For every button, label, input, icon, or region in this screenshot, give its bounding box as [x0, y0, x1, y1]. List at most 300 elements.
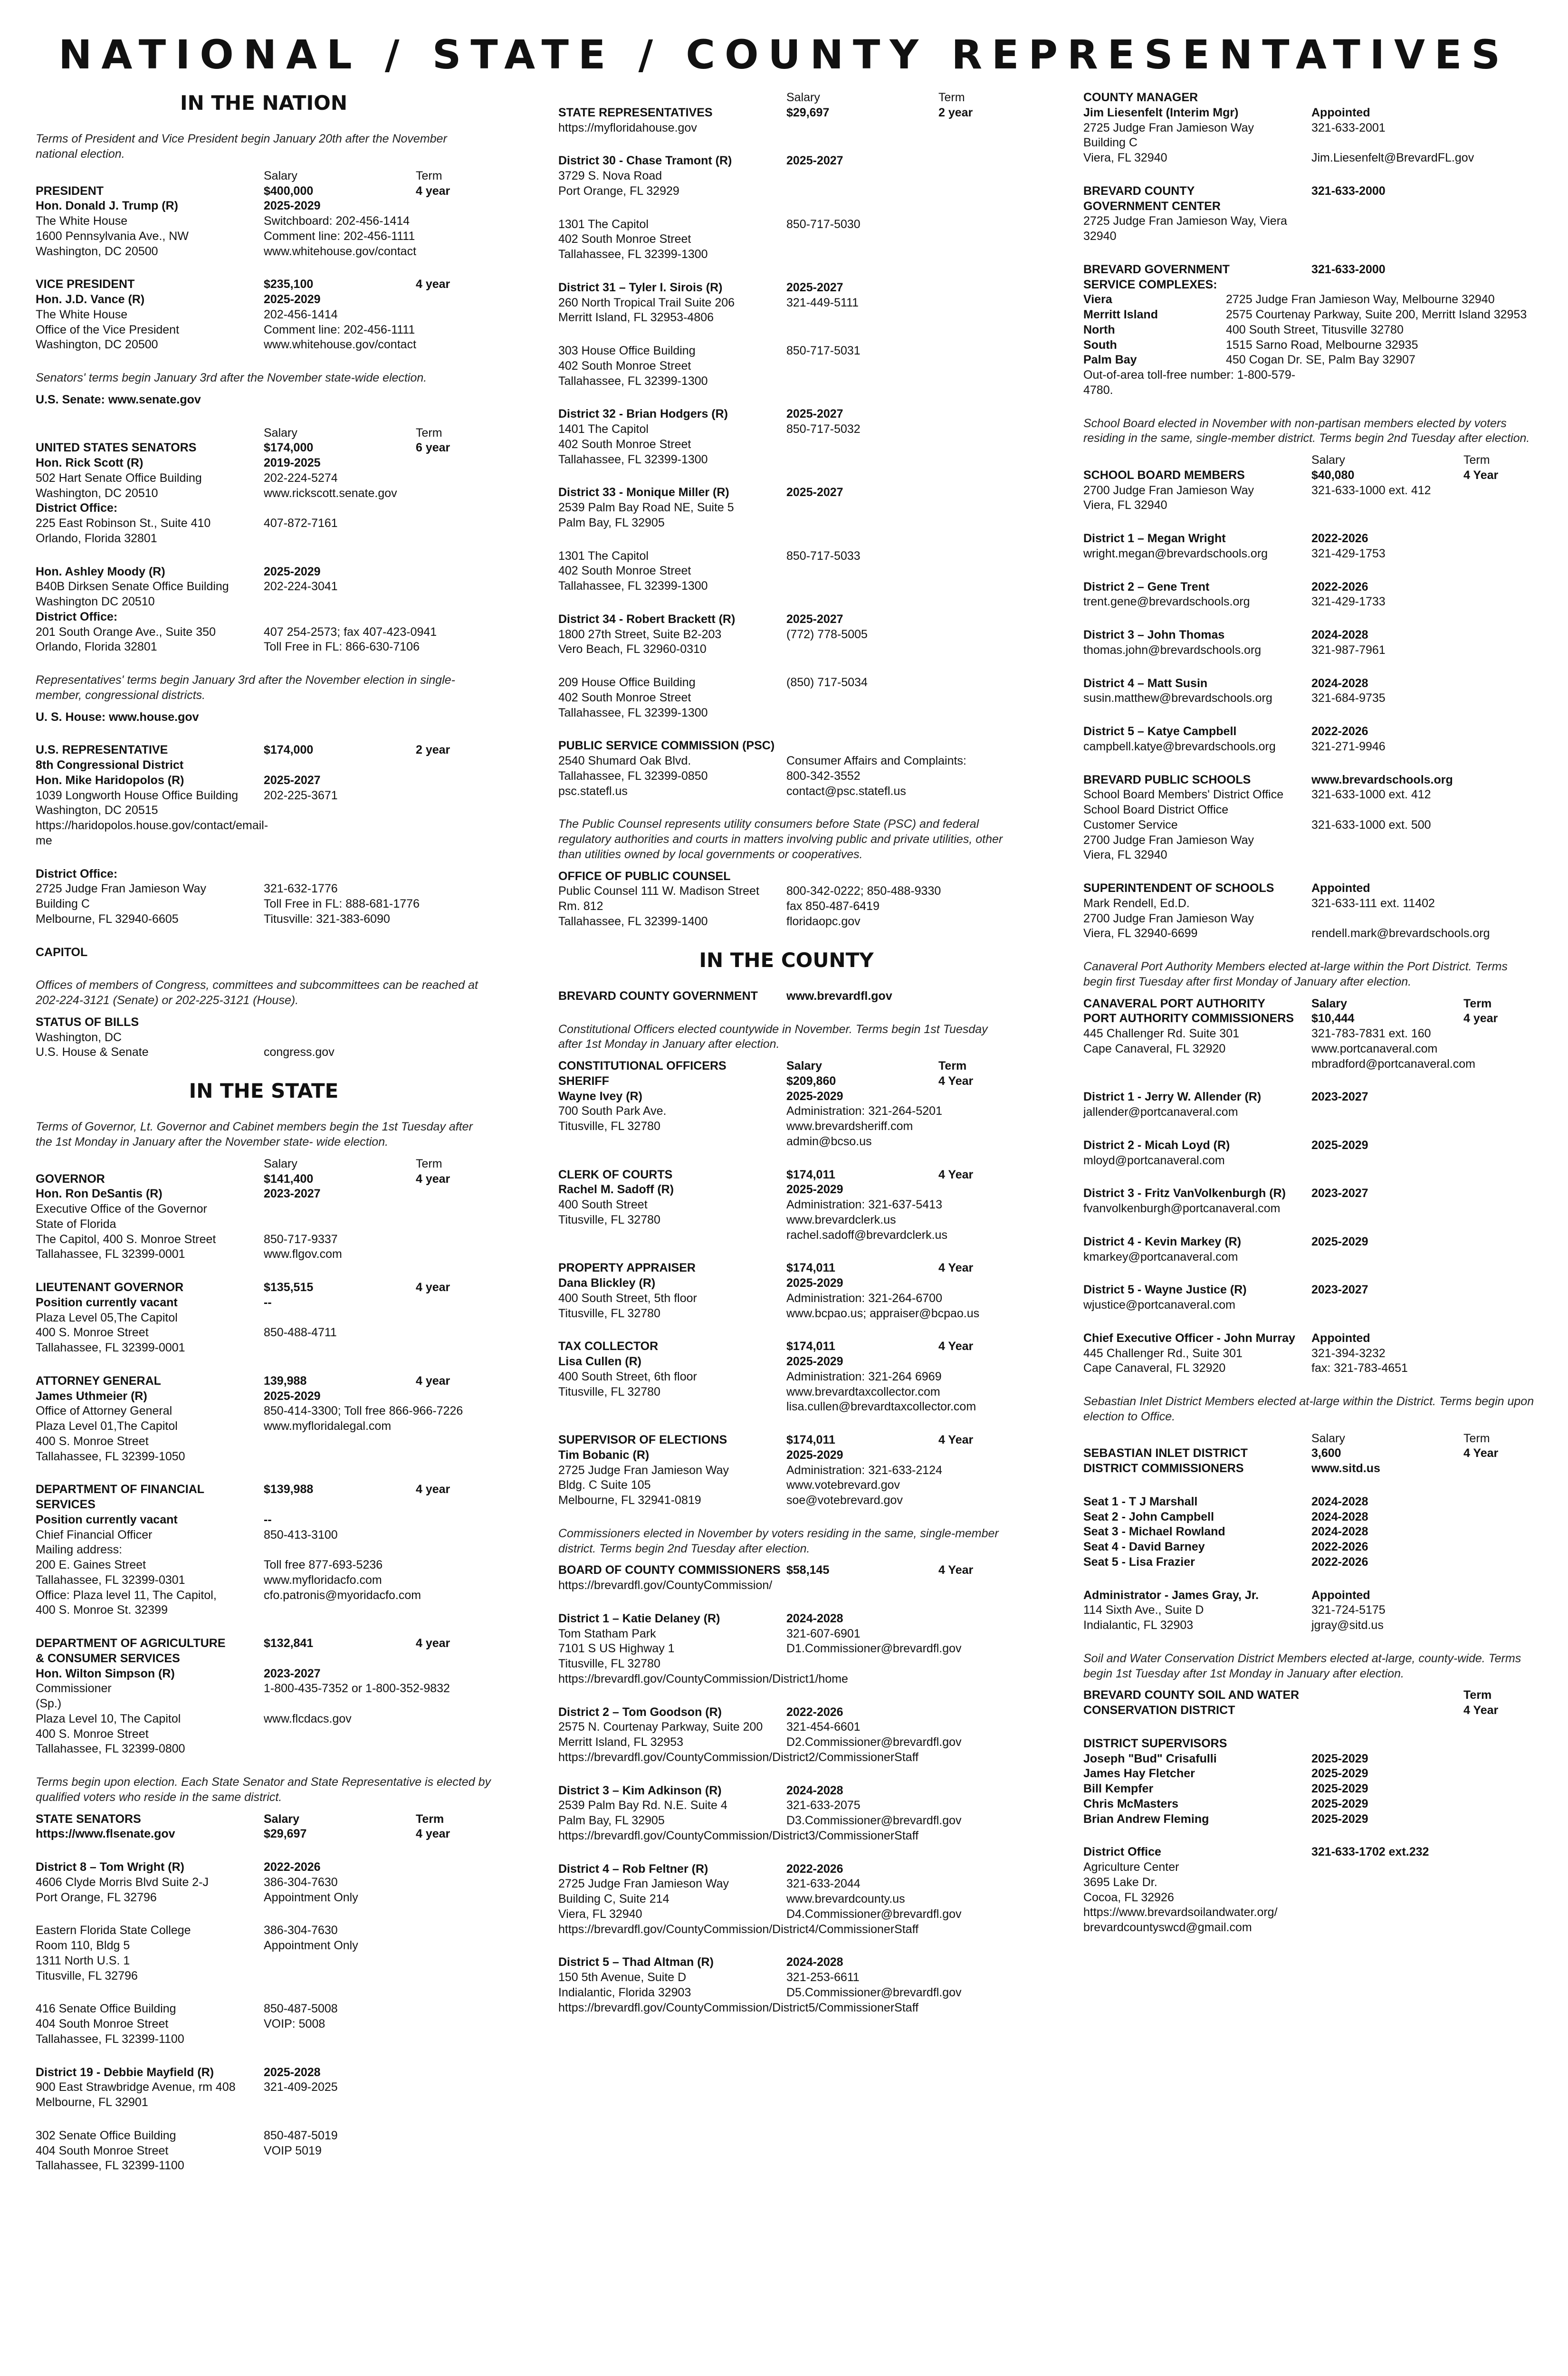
entry-row [36, 1374, 492, 1389]
entry-row [558, 738, 1014, 754]
entry-value: www.brevardclerk.us [786, 1213, 896, 1226]
entry-block [1083, 531, 1539, 562]
entry-value: congress.gov [264, 1045, 335, 1059]
entry-row [558, 1672, 1014, 1687]
entry-row [558, 1463, 1014, 1478]
entry-value: 1-800-435-7352 or 1-800-352-9832 [264, 1682, 450, 1696]
entry-value [786, 690, 1014, 706]
entry-label: District 1 – Megan Wright [1083, 532, 1226, 545]
entry-label: Tallahassee, FL 32399-1100 [36, 2159, 184, 2173]
entry-label: U.S. REPRESENTATIVE [36, 743, 168, 757]
entry-row [36, 579, 492, 594]
entry-row [558, 1168, 1014, 1183]
entry-label: Port Orange, FL 32796 [36, 1890, 157, 1904]
section-note: The Public Counsel represents utility consumers before State (PSC) and federal regulatory authorities and courts in matters involving public and private utilities, other than utilities owned by local governments or cooperatives. [558, 817, 1003, 861]
entry-value [786, 1829, 1014, 1844]
entry-value: 1515 Sarno Road, Melbourne 32935 [1226, 338, 1418, 352]
entry-row [1083, 1555, 1539, 1570]
entry-value: www.brevardtaxcollector.com [786, 1385, 940, 1399]
entry-label: District 4 – Rob Feltner (R) [558, 1862, 708, 1876]
entry-row [1083, 353, 1539, 368]
entry-value: www.flcdacs.gov [264, 1712, 352, 1725]
entry-row [558, 217, 1014, 232]
entry-row [36, 337, 492, 353]
entry-row [36, 2032, 492, 2047]
entry-label: Tallahassee, FL 32399-0001 [36, 1247, 185, 1261]
entry-label: https://myfloridahouse.gov [558, 121, 697, 134]
entry-value: 2022-2026 [1311, 532, 1368, 545]
entry-value: 2725 Judge Fran Jamieson Way, Melbourne 32940 [1226, 293, 1495, 307]
entry-row [558, 374, 1014, 389]
entry-block [558, 612, 1014, 657]
entry-label: Tallahassee, FL 32399-0301 [36, 1573, 185, 1587]
entry-row [1083, 1298, 1539, 1313]
entry-row [1083, 1703, 1539, 1718]
entry-label: Melbourne, FL 32940-6605 [36, 912, 179, 926]
entry-value: 850-487-5008 [264, 2002, 338, 2016]
entry-row [1083, 1524, 1539, 1540]
entry-row [558, 1611, 1014, 1627]
entry-label: B40B Dirksen Senate Office Building [36, 580, 229, 594]
entry-label: 400 South Street, 5th floor [558, 1291, 697, 1305]
entry-term: 4 year [416, 1827, 450, 1841]
entry-row [558, 1641, 1014, 1657]
entry-row [1083, 90, 1539, 105]
entry-value: 321-454-6601 [786, 1720, 860, 1734]
entry-term: 4 year [416, 278, 450, 291]
entry-value: floridaopc.gov [786, 914, 860, 928]
entry-label: BREVARD PUBLIC SCHOOLS [1083, 773, 1251, 786]
entry-row [1083, 1461, 1539, 1476]
entry-row [558, 1955, 1014, 1970]
entry-value [1311, 1875, 1539, 1890]
entry-block [36, 277, 492, 353]
entry-value: 850-717-5033 [786, 549, 860, 563]
entry-term: 4 year [416, 1637, 450, 1650]
entry-block [1083, 1235, 1539, 1265]
entry-label: Tallahassee, FL 32399-1300 [558, 452, 708, 466]
entry-label: campbell.katye@brevardschools.org [1083, 739, 1276, 753]
entry-label: SERVICE COMPLEXES: [1083, 278, 1217, 291]
section-note: Terms of Governor, Lt. Governor and Cabinet members begin the 1st Tuesday after the 1st Monday in January after the November state- wide election. [36, 1120, 473, 1149]
entry-row [1083, 818, 1539, 833]
entry-label: Hon. J.D. Vance (R) [36, 293, 145, 307]
entry-row [1083, 292, 1539, 307]
entry-value: 2025-2027 [264, 773, 321, 787]
entry-value [264, 818, 492, 849]
entry-row [1083, 135, 1539, 151]
entry-label: Jim Liesenfelt (Interim Mgr) [1083, 105, 1239, 119]
entry-row [36, 1419, 492, 1434]
entry-block [1083, 881, 1539, 941]
entry-value: 2024-2028 [1311, 1525, 1368, 1539]
entry-value: 321-987-7961 [1311, 643, 1386, 657]
entry-value [264, 1217, 492, 1232]
entry-block [36, 1157, 492, 1262]
entry-block [558, 217, 1014, 262]
entry-label: https://brevardfl.gov/CountyCommission/ [558, 1579, 773, 1592]
entry-label: Hon. Ashley Moody (R) [36, 565, 165, 578]
entry-row [36, 912, 492, 927]
entry-value: 2023-2027 [264, 1667, 321, 1680]
entry-label: Dana Blickley (R) [558, 1276, 656, 1290]
entry-label: James Hay Fletcher [1083, 1767, 1195, 1781]
entry-row [1083, 1431, 1539, 1447]
entry-label: Plaza Level 01,The Capitol [36, 1419, 178, 1433]
entry-value [786, 1672, 1014, 1687]
entry-block [558, 1783, 1014, 1844]
entry-value: Toll Free in FL: 866-630-7106 [264, 640, 420, 654]
entry-block [558, 90, 1014, 135]
entry-row [558, 784, 1014, 799]
entry-row [36, 184, 492, 199]
entry-value: VOIP 5019 [264, 2144, 322, 2157]
entry-value [264, 710, 492, 725]
entry-value: www.flgov.com [264, 1247, 342, 1261]
entry-value [264, 1696, 492, 1712]
entry-label: PUBLIC SERVICE COMMISSION (PSC) [558, 739, 775, 753]
entry-label: Indialantic, Florida 32903 [558, 1985, 691, 1999]
entry-row [36, 1938, 492, 1954]
entry-label: District 30 - Chase Tramont (R) [558, 154, 732, 168]
entry-label: STATE REPRESENTATIVES [558, 105, 713, 119]
entry-label: District Office: [36, 501, 118, 515]
entry-row [558, 359, 1014, 374]
entry-value: 450 Cogan Dr. SE, Palm Bay 32907 [1226, 353, 1415, 367]
entry-value: Salary [1311, 1431, 1345, 1445]
entry-label: The Capitol, 400 S. Monroe Street [36, 1232, 216, 1246]
entry-value: $135,515 [264, 1281, 314, 1294]
entry-value [786, 310, 1014, 326]
entry-term: 4 Year [1463, 1447, 1499, 1460]
entry-row [1083, 1026, 1539, 1042]
entry-row [36, 2095, 492, 2110]
entry-label: School Board Members' District Office [1083, 788, 1284, 802]
entry-row [558, 232, 1014, 247]
entry-value [1311, 1153, 1539, 1169]
entry-row [1083, 1766, 1539, 1782]
entry-value: www.myfloridalegal.com [264, 1419, 392, 1433]
entry-label: Viera, FL 32940 [1083, 498, 1167, 512]
entry-row [558, 1448, 1014, 1463]
entry-row [36, 441, 492, 456]
entry-label [36, 169, 264, 184]
entry-row [36, 244, 492, 259]
entry-row [36, 1727, 492, 1742]
entry-label: 400 S. Monroe Street [36, 1434, 149, 1448]
entry-value [264, 945, 492, 960]
entry-block [1083, 580, 1539, 610]
entry-value [1311, 1860, 1539, 1875]
entry-label: Merritt Island, FL 32953-4806 [558, 311, 714, 325]
entry-label: Hon. Ron DeSantis (R) [36, 1187, 163, 1201]
entry-row [1083, 531, 1539, 546]
entry-label: 400 South Street [558, 1198, 648, 1212]
entry-value [786, 437, 1014, 452]
entry-row [36, 1860, 492, 1875]
entry-value: 321-724-5175 [1311, 1603, 1386, 1617]
entry-row [1083, 368, 1539, 398]
entry-row [36, 277, 492, 292]
entry-row [1083, 1153, 1539, 1169]
entry-row [558, 1493, 1014, 1508]
entry-row [36, 214, 492, 229]
entry-row [36, 897, 492, 912]
entry-block [36, 1860, 492, 1905]
entry-row [558, 344, 1014, 359]
entry-value: 2025-2029 [786, 1448, 843, 1462]
entry-row [1083, 926, 1539, 941]
entry-row [558, 153, 1014, 169]
entry-label: wjustice@portcanaveral.com [1083, 1298, 1235, 1312]
entry-row [36, 393, 492, 408]
entry-value [786, 374, 1014, 389]
entry-label: kmarkey@portcanaveral.com [1083, 1250, 1238, 1264]
entry-block [36, 1636, 492, 1757]
entry-label: TAX COLLECTOR [558, 1340, 659, 1353]
entry-term: Term [416, 426, 442, 440]
entry-block [1083, 1688, 1539, 1718]
entry-label: VICE PRESIDENT [36, 278, 135, 291]
entry-label: North [1083, 323, 1115, 336]
entry-row [36, 2080, 492, 2095]
entry-label: trent.gene@brevardschools.org [1083, 595, 1250, 609]
entry-label: The White House [36, 214, 128, 228]
entry-label: PROPERTY APPRAISER [558, 1261, 696, 1275]
entry-value: 321-633-111 ext. 11402 [1311, 896, 1435, 910]
entry-row [1083, 262, 1539, 278]
entry-row [36, 1045, 492, 1060]
entry-block [36, 565, 492, 655]
entry-row [558, 1578, 1014, 1593]
entry-label: James Uthmeier (R) [36, 1389, 147, 1403]
entry-block [36, 2128, 492, 2174]
entry-value: $10,444 [1311, 1012, 1355, 1025]
entry-label: Customer Service [1083, 818, 1178, 832]
entry-value: 321-633-2000 [1311, 262, 1386, 276]
entry-label: https://haridopolos.house.gov/contact/email-me [36, 819, 268, 847]
entry-value: 2575 Courtenay Parkway, Suite 200, Merritt Island 32953 [1226, 308, 1527, 321]
entry-label: Viera [1083, 293, 1112, 307]
entry-value [264, 758, 492, 773]
entry-value: 2024-2028 [1311, 1510, 1368, 1523]
entry-row [1083, 803, 1539, 818]
entry-row [1083, 1201, 1539, 1217]
entry-block [1083, 453, 1539, 513]
entry-value: Appointed [1311, 105, 1370, 119]
entry-row [36, 2065, 492, 2080]
entry-label: Commissioner [36, 1682, 112, 1696]
entry-value: 321-409-2025 [264, 2080, 338, 2094]
entry-value: 850-413-3100 [264, 1528, 338, 1542]
entry-label: Mark Rendell, Ed.D. [1083, 896, 1190, 910]
entry-value: Administration: 321-264-5201 [786, 1104, 942, 1118]
entry-label: BOARD OF COUNTY COMMISSIONERS [558, 1563, 781, 1577]
entry-value: 407 254-2573; fax 407-423-0941 [264, 625, 437, 639]
entry-value: 2019-2025 [264, 456, 321, 470]
entry-value: 202-224-3041 [264, 580, 338, 594]
entry-term: Term [416, 169, 442, 182]
entry-value [1311, 214, 1539, 244]
entry-row [1083, 483, 1539, 498]
entry-label: SUPERVISOR OF ELECTIONS [558, 1433, 727, 1447]
entry-value: Appointed [1311, 1588, 1370, 1602]
entry-row [36, 323, 492, 338]
entry-value: (772) 778-5005 [786, 627, 868, 641]
entry-value: 850-717-5031 [786, 344, 860, 357]
entry-row [1083, 1736, 1539, 1752]
entry-label: https://brevardfl.gov/CountyCommission/District2/CommissionerStaff [558, 1750, 919, 1764]
entry-row [1083, 1752, 1539, 1767]
entry-row [36, 1696, 492, 1712]
entry-row [558, 1059, 1014, 1074]
entry-value: www.whitehouse.gov/contact [264, 338, 417, 352]
entry-term: Term [1463, 996, 1492, 1010]
entry-label: Hon. Mike Haridopolos (R) [36, 773, 184, 787]
entry-label: Position currently vacant [36, 1513, 178, 1526]
entry-label: DEPARTMENT OF FINANCIAL [36, 1483, 205, 1496]
entry-value [1311, 1105, 1539, 1120]
entry-value [1311, 848, 1539, 863]
entry-row [1083, 1845, 1539, 1860]
entry-value: Toll free 877-693-5236 [264, 1558, 383, 1572]
entry-value: Salary [264, 426, 297, 440]
entry-value [786, 121, 1014, 136]
entry-row [36, 1311, 492, 1326]
entry-label: 225 East Robinson St., Suite 410 [36, 517, 211, 530]
entry-value: Salary [264, 1812, 300, 1826]
entry-label: Chief Executive Officer - John Murray [1083, 1331, 1295, 1345]
entry-value: 2025-2029 [786, 1089, 843, 1103]
entry-value: www.sitd.us [1311, 1462, 1380, 1475]
entry-row [1083, 278, 1539, 293]
entry-term: Term [416, 1157, 442, 1170]
entry-row [558, 1074, 1014, 1089]
entry-term: 4 Year [938, 1168, 974, 1181]
entry-label [558, 90, 786, 105]
entry-row [36, 867, 492, 882]
entry-value [1311, 833, 1539, 848]
entry-value [264, 1727, 492, 1742]
entry-label: Washington, DC 20500 [36, 338, 158, 352]
entry-row [36, 456, 492, 471]
entry-row [558, 869, 1014, 884]
entry-value: Toll Free in FL: 888-681-1776 [264, 897, 420, 911]
entry-row [1083, 1331, 1539, 1346]
entry-label: SUPERINTENDENT OF SCHOOLS [1083, 881, 1274, 895]
entry-label: 1301 The Capitol [558, 549, 649, 563]
entry-value: 2025-2027 [786, 486, 843, 499]
entry-label: District 1 - Jerry W. Allender (R) [1083, 1090, 1262, 1104]
entry-value: www.whitehouse.gov/contact [264, 244, 417, 258]
entry-label: Orlando, Florida 32801 [36, 640, 157, 654]
entry-label: Joseph "Bud" Crisafulli [1083, 1752, 1217, 1765]
entry-row [558, 1705, 1014, 1720]
entry-label: 2725 Judge Fran Jamieson Way [36, 882, 206, 896]
entry-value: rachel.sadoff@brevardclerk.us [786, 1228, 947, 1242]
entry-label: Rachel M. Sadoff (R) [558, 1183, 674, 1197]
entry-row [36, 426, 492, 441]
entry-value: 2025-2029 [1311, 1812, 1368, 1826]
entry-row [558, 1119, 1014, 1134]
entry-term: 4 year [1463, 1012, 1498, 1025]
entry-value: 3,600 [1311, 1447, 1341, 1460]
entry-label [558, 1399, 786, 1415]
entry-row [1083, 1346, 1539, 1361]
entry-block [558, 989, 1014, 1004]
entry-block [1083, 724, 1539, 755]
entry-label: fvanvolkenburgh@portcanaveral.com [1083, 1202, 1281, 1215]
entry-row [1083, 1603, 1539, 1618]
entry-value [786, 184, 1014, 199]
entry-value: -- [264, 1295, 272, 1309]
entry-row [1083, 1510, 1539, 1525]
entry-label: Chris McMasters [1083, 1797, 1179, 1811]
entry-value [786, 2001, 1014, 2016]
entry-block [36, 867, 492, 927]
entry-value: Comment line: 202-456-1111 [264, 323, 415, 336]
entry-value: $400,000 [264, 184, 314, 198]
entry-label: DISTRICT COMMISSIONERS [1083, 1462, 1244, 1475]
entry-value: 2025-2029 [1311, 1752, 1368, 1765]
entry-block [558, 1955, 1014, 2015]
entry-label: CONSTITUTIONAL OFFICERS [558, 1059, 727, 1073]
entry-label: 416 Senate Office Building [36, 2002, 176, 2016]
entry-value: 2025-2029 [264, 1389, 321, 1403]
entry-label: 209 House Office Building [558, 676, 696, 689]
entry-label: 400 S. Monroe Street [36, 1326, 149, 1340]
entry-value: 2025-2029 [264, 293, 321, 307]
entry-row [1083, 338, 1539, 353]
entry-value: 321-633-2075 [786, 1799, 860, 1812]
entry-label: Cocoa, FL 32926 [1083, 1890, 1174, 1904]
entry-value: D5.Commissioner@brevardfl.gov [786, 1985, 962, 1999]
entry-row [36, 743, 492, 758]
entry-row [558, 1813, 1014, 1829]
entry-block [558, 1433, 1014, 1508]
entry-value [786, 1578, 1014, 1593]
entry-value [786, 1750, 1014, 1765]
entry-label: 2725 Judge Fran Jamieson Way, Viera 32940 [1083, 214, 1287, 243]
entry-label: South [1083, 338, 1117, 352]
entry-value [1311, 90, 1539, 105]
entry-row [558, 1213, 1014, 1228]
entry-label: SHERIFF [558, 1074, 609, 1088]
entry-value: www.brevardfl.gov [786, 989, 892, 1003]
entry-value: cfo.patronis@myoridacfo.com [264, 1588, 421, 1602]
entry-row [36, 818, 492, 849]
entry-label: 445 Challenger Rd., Suite 301 [1083, 1346, 1243, 1360]
entry-value [1311, 199, 1539, 214]
entry-label: Melbourne, FL 32941-0819 [558, 1494, 701, 1507]
entry-row [1083, 643, 1539, 658]
entry-term: 4 Year [938, 1433, 974, 1447]
entry-value: Titusville: 321-383-6090 [264, 912, 390, 926]
entry-row [558, 516, 1014, 531]
entry-label: Eastern Florida State College [36, 1924, 191, 1937]
entry-value [1311, 135, 1539, 151]
entry-block [1083, 90, 1539, 166]
entry-value [786, 247, 1014, 262]
entry-label: Viera, FL 32940 [558, 1907, 642, 1921]
entry-row [558, 280, 1014, 296]
entry-value: 2022-2026 [786, 1862, 843, 1876]
entry-row [1083, 1250, 1539, 1265]
entry-value [264, 393, 492, 408]
entry-value: rendell.mark@brevardschools.org [1311, 927, 1490, 940]
entry-value: 2023-2027 [1311, 1090, 1368, 1104]
entry-row [558, 564, 1014, 579]
